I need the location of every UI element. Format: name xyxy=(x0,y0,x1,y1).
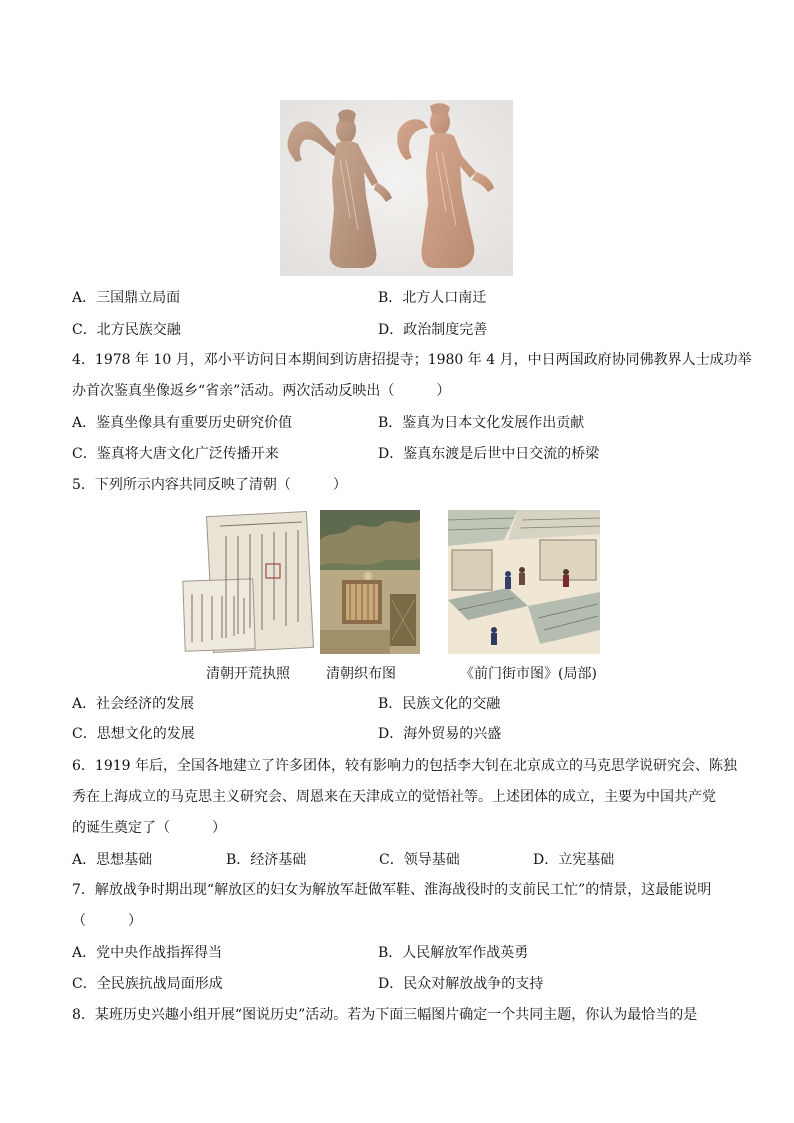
qianmen-street-image xyxy=(448,510,600,654)
q6-option-b[interactable]: B．经济基础 xyxy=(226,852,307,868)
dancer-figurines-photo xyxy=(280,100,513,276)
q7-stem-line2: （ ） xyxy=(72,913,142,929)
q6-stem-line1: 6．1919 年后，全国各地建立了许多团体，较有影响力的包括李大钊在北京成立的马克思学说研究会、陈独 xyxy=(72,758,737,774)
q7-stem-line1: 7．解放战争时期出现“解放区的妇女为解放军赶做军鞋、淮海战役时的支前民工忙”的情景，这最能说明 xyxy=(72,882,712,898)
q6-option-d[interactable]: D．立宪基础 xyxy=(533,852,615,868)
weaving-painting-image xyxy=(320,510,420,654)
q4-stem-line1: 4．1978 年 10 月，邓小平访问日本期间到访唐招提寺；1980 年 4 月，中日两国政府协同佛教界人士成功举 xyxy=(72,352,752,368)
land-license-photo xyxy=(180,510,314,654)
q4-stem-line2: 办首次鉴真坐像返乡“省亲”活动。两次活动反映出（ ） xyxy=(72,383,451,399)
q4-option-b[interactable]: B．鉴真为日本文化发展作出贡献 xyxy=(378,415,585,431)
prev-option-d[interactable]: D．政治制度完善 xyxy=(378,322,488,338)
q7-option-c[interactable]: C．全民族抗战局面形成 xyxy=(72,976,223,992)
q8-stem-line1: 8．某班历史兴趣小组开展“图说历史”活动。若为下面三幅图片确定一个共同主题，你认为最恰当的是 xyxy=(72,1007,698,1023)
prev-option-a[interactable]: A．三国鼎立局面 xyxy=(72,290,181,306)
caption-weaving: 清朝织布图 xyxy=(326,666,396,682)
q6-option-c[interactable]: C．领导基础 xyxy=(379,852,460,868)
q6-stem-line3: 的诞生奠定了（ ） xyxy=(72,820,226,836)
q4-option-d[interactable]: D．鉴真东渡是后世中日交流的桥梁 xyxy=(378,446,600,462)
q5-stem: 5．下列所示内容共同反映了清朝（ ） xyxy=(72,477,347,493)
q5-option-c[interactable]: C．思想文化的发展 xyxy=(72,726,195,742)
weaving-painting-photo xyxy=(320,510,420,654)
q6-stem-line2: 秀在上海成立的马克思主义研究会、周恩来在天津成立的觉悟社等。上述团体的成立，主要为中国共产党 xyxy=(72,789,716,805)
q7-option-b[interactable]: B．人民解放军作战英勇 xyxy=(378,945,529,961)
q5-option-d[interactable]: D．海外贸易的兴盛 xyxy=(378,726,502,742)
q5-option-b[interactable]: B．民族文化的交融 xyxy=(378,696,501,712)
prev-option-c[interactable]: C．北方民族交融 xyxy=(72,322,181,338)
figurines-image xyxy=(280,100,513,276)
land-license-image xyxy=(180,510,314,654)
qianmen-street-photo xyxy=(448,510,600,654)
caption-qianmen: 《前门街市图》(局部) xyxy=(460,666,597,682)
caption-land-license: 清朝开荒执照 xyxy=(206,666,290,682)
q5-option-a[interactable]: A．社会经济的发展 xyxy=(72,696,195,712)
q7-option-a[interactable]: A．党中央作战指挥得当 xyxy=(72,945,223,961)
q6-option-a[interactable]: A．思想基础 xyxy=(72,852,153,868)
prev-option-b[interactable]: B．北方人口南迁 xyxy=(378,290,487,306)
q4-option-c[interactable]: C．鉴真将大唐文化广泛传播开来 xyxy=(72,446,279,462)
q7-option-d[interactable]: D．民众对解放战争的支持 xyxy=(378,976,544,992)
q4-option-a[interactable]: A．鉴真坐像具有重要历史研究价值 xyxy=(72,415,293,431)
